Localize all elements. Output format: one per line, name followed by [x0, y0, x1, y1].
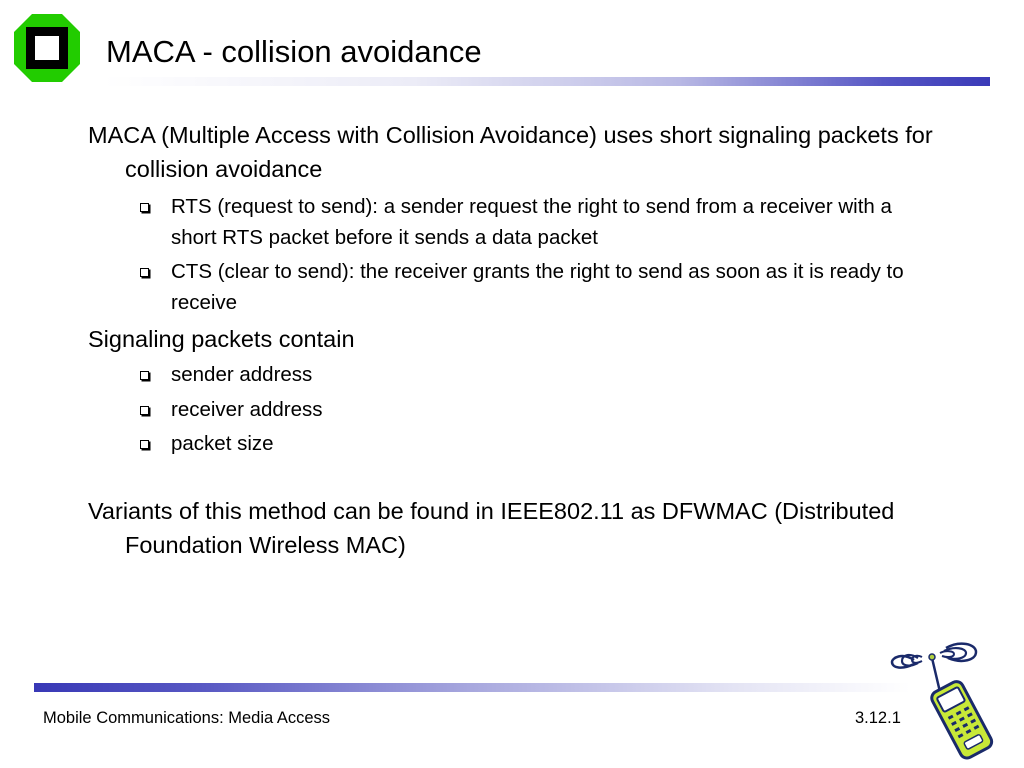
sub-bullet-text: receiver address	[171, 397, 323, 421]
slide-content	[88, 118, 938, 562]
sub-bullet-packet-size	[88, 429, 938, 460]
bullet-maca: MACA (Multiple Access with Collision Avoidance) uses short signaling packets for collision avoidance	[88, 122, 933, 182]
sub-bullet-rts	[88, 192, 938, 253]
title-underline-bar	[103, 77, 990, 86]
sub-bullet-text: packet size	[171, 432, 274, 455]
sub-bullet-text: CTS (clear to send): the receiver grants the right to send as soon as it is ready to receive	[171, 260, 904, 314]
checkbox-bullet-icon	[140, 371, 149, 380]
checkbox-bullet-icon	[140, 203, 149, 212]
bullet-signaling-packets: Signaling packets contain	[88, 326, 355, 352]
sub-bullet-receiver-address	[88, 395, 938, 426]
sub-bullet-text: sender address	[171, 363, 313, 386]
university-logo-icon	[14, 14, 80, 82]
footer-course-title: Mobile Communications: Media Access	[43, 709, 331, 727]
checkbox-bullet-icon	[140, 268, 149, 277]
sub-bullet-cts	[88, 257, 938, 318]
slide-title: MACA - collision avoidance	[106, 34, 482, 69]
checkbox-bullet-icon	[140, 440, 149, 449]
sub-bullet-sender-address	[88, 360, 938, 391]
footer-bar	[34, 683, 910, 692]
footer-slide-number: 3.12.1	[855, 709, 901, 727]
sub-bullet-text: RTS (request to send): a sender request the right to send from a receiver with a short RTS packet before it sends a data packet	[171, 195, 892, 249]
bullet-variants: Variants of this method can be found in IEEE802.11 as DFWMAC (Distributed Foundation Wireless MAC)	[88, 497, 895, 558]
mobile-phone-icon	[884, 630, 1014, 760]
checkbox-bullet-icon	[140, 406, 149, 415]
